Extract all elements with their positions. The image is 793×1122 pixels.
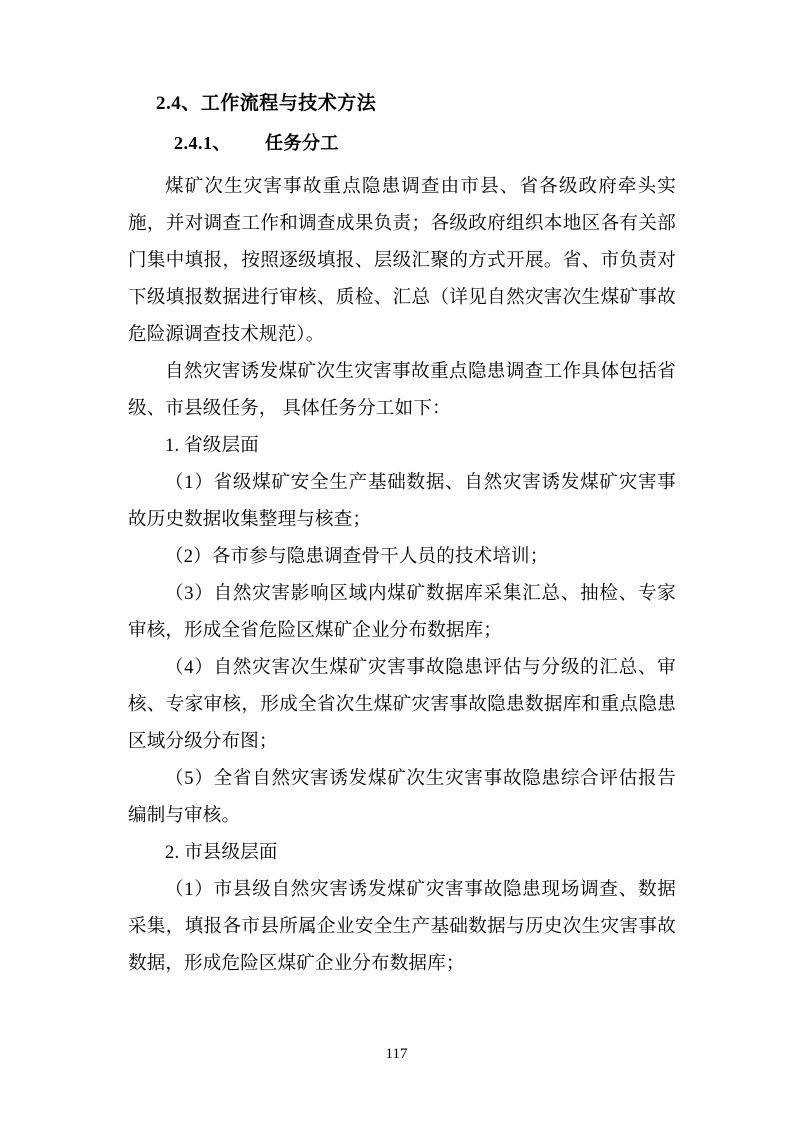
page-number: 117 [385, 1046, 408, 1062]
list-item-province-level: 1. 省级层面 [165, 435, 259, 456]
list-item-1: （1）省级煤矿安全生产基础数据、自然灾害诱发煤矿灾害事故历史数据收集整理与核查； [128, 472, 676, 530]
list-item-5: （5）全省自然灾害诱发煤矿次生灾害事故隐患综合评估报告编制与审核。 [128, 768, 676, 826]
list-item-city-county-level: 2. 市县级层面 [165, 842, 278, 863]
paragraph-2: 自然灾害诱发煤矿次生灾害事故重点隐患调查工作具体包括省级、市县级任务， 具体任务分工如下： [128, 361, 676, 419]
subsection-number: 2.4.1、 [174, 133, 231, 154]
section-heading: 2.4、工作流程与技术方法 [156, 93, 377, 114]
subsection-title: 任务分工 [265, 133, 339, 154]
list-item-city-1: （1）市县级自然灾害诱发煤矿灾害事故隐患现场调查、数据采集，填报各市县所属企业安全生产基础数据与历史次生灾害事故数据，形成危险区煤矿企业分布数据库； [128, 879, 676, 974]
list-item-4: （4）自然灾害次生煤矿灾害事故隐患评估与分级的汇总、审核、专家审核，形成全省次生煤矿灾害事故隐患数据库和重点隐患区域分级分布图； [128, 657, 676, 752]
paragraph-1: 煤矿次生灾害事故重点隐患调查由市县、省各级政府牵头实施，并对调查工作和调查成果负责；各级政府组织本地区各有关部门集中填报，按照逐级填报、层级汇聚的方式开展。省、市负责对下级填报数据进行审核、质检、汇总（详见自然灾害次生煤矿事故危险源调查技术规范）。 [128, 176, 676, 345]
page-content [128, 88, 676, 983]
subsection-heading [128, 128, 676, 159]
list-item-2: （2）各市参与隐患调查骨干人员的技术培训； [165, 546, 549, 567]
list-item-3: （3）自然灾害影响区域内煤矿数据库采集汇总、抽检、专家审核，形成全省危险区煤矿企业分布数据库； [128, 583, 676, 641]
